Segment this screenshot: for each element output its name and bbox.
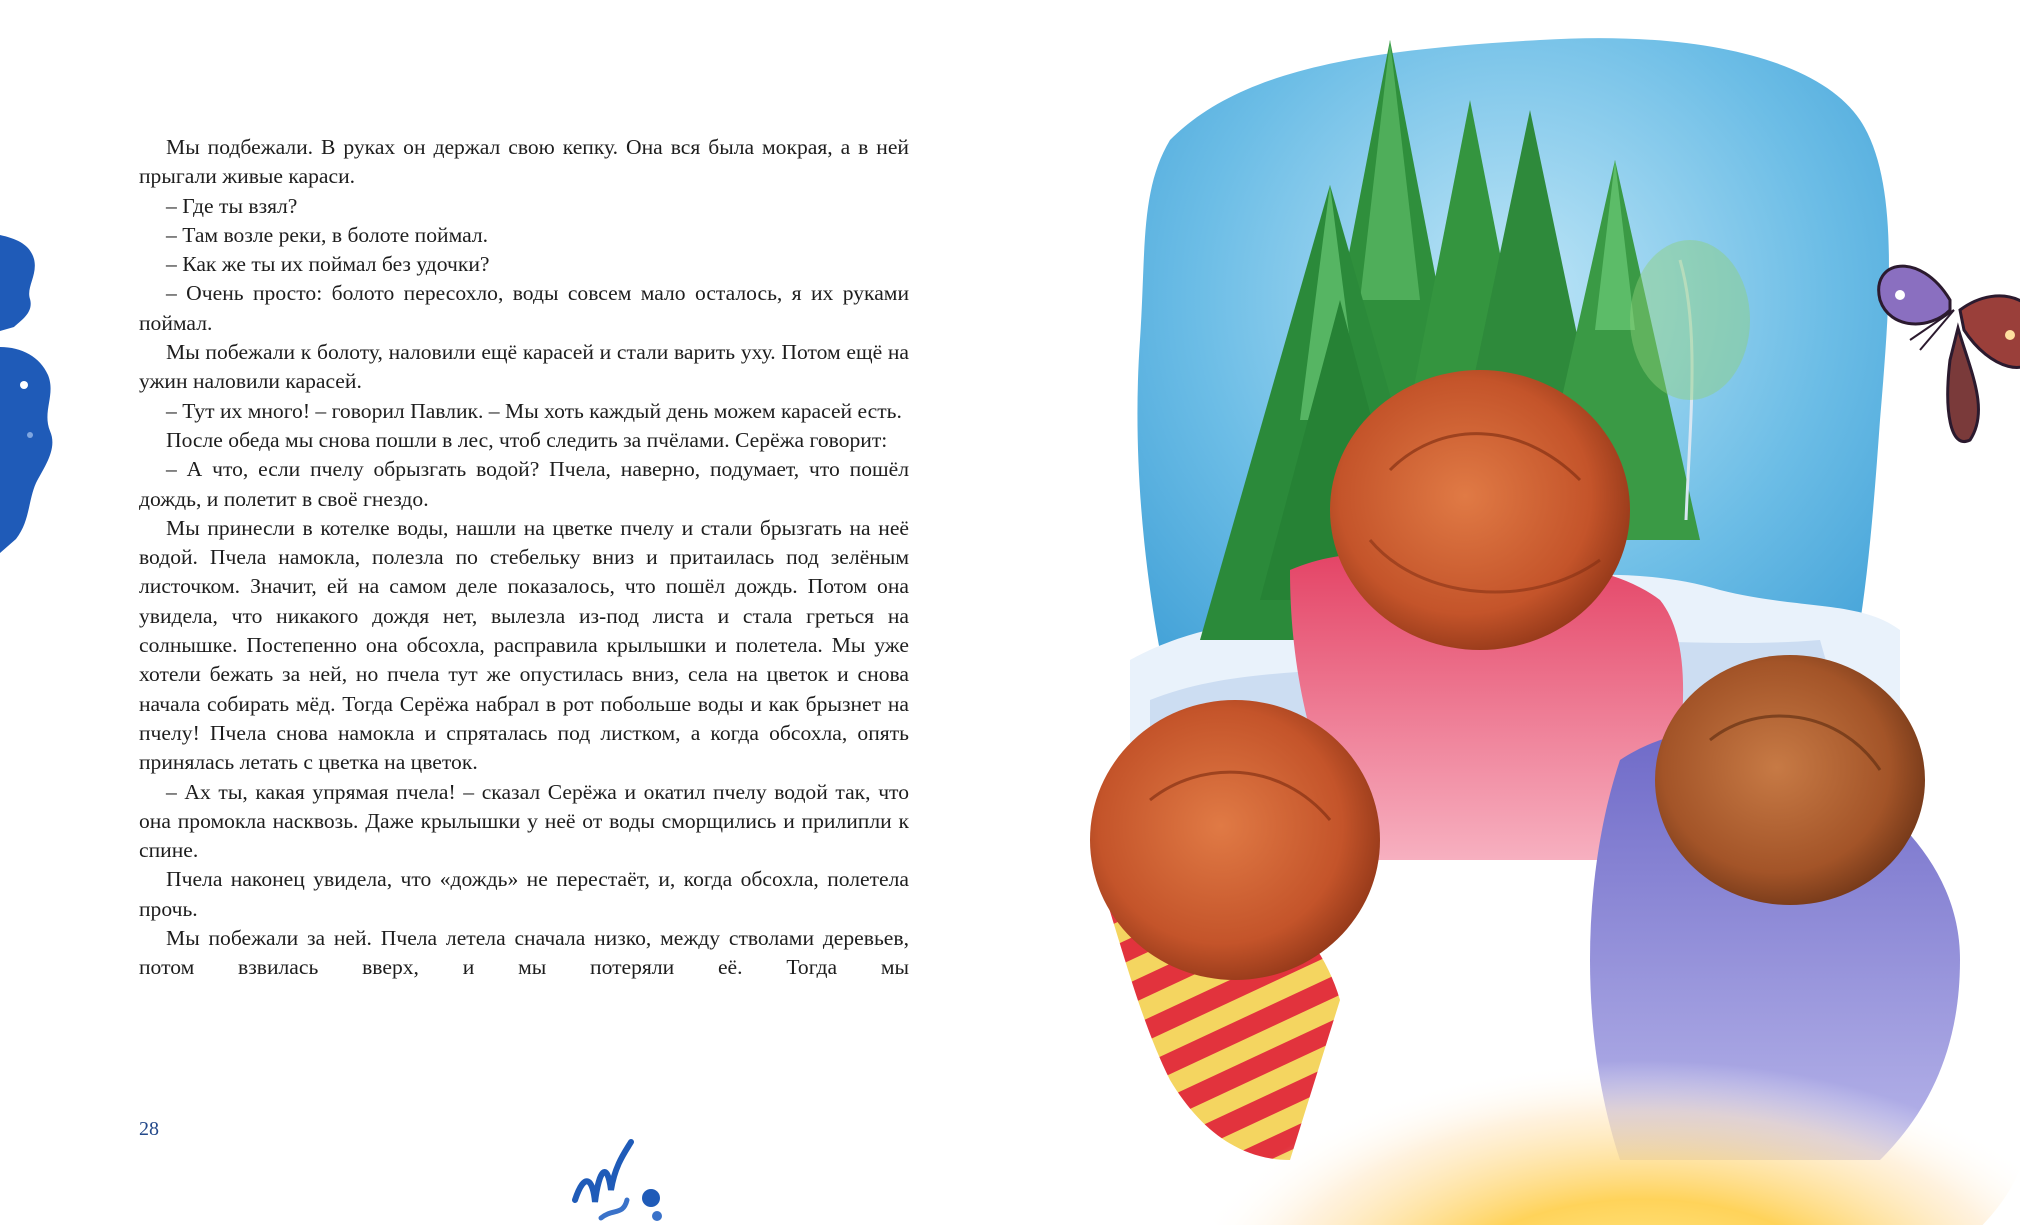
- paragraph: Мы принесли в котелке воды, нашли на цветке пчелу и стали брызгать на неё водой. Пчела намокла, полезла по стебельку вниз и притаилась под зелёным листочком. Значит, ей на самом деле показалось, что пошёл дождь. Потом она увидела, что никакого дождя нет, вылезла из-под листа и стала греться на солнышке. Постепенно она обсохла, расправила крылышки и полетела. Мы уже хотели бежать за ней, но пчела тут же опустилась вниз, села на цветок и снова начала собирать мёд. Тогда Серёжа набрал в рот побольше воды и как брызнет на пчелу! Пчела снова намокла и спряталась под листком, а когда обсохла, опять принялась летать с цветка на цветок.: [139, 515, 909, 775]
- paragraph: После обеда мы снова пошли в лес, чтоб следить за пчёлами. Серёжа говорит:: [166, 427, 888, 452]
- paragraph: – Там возле реки, в болоте поймал.: [166, 222, 489, 247]
- paragraph: Пчела наконец увидела, что «дождь» не перестаёт, и, когда обсохла, полетела прочь.: [139, 867, 909, 921]
- paragraph: Мы подбежали. В руках он держал свою кепку. Она вся была мокрая, а в ней прыгали живые караси.: [139, 135, 909, 189]
- butterfly: [1879, 266, 2020, 441]
- paragraph: – Тут их много! – говорил Павлик. – Мы хоть каждый день можем карасей есть.: [166, 398, 902, 423]
- paragraph: – А что, если пчелу обрызгать водой? Пчела, наверно, подумает, что пошёл дождь, и полетит в своё гнездо.: [139, 457, 909, 511]
- paragraph: – Очень просто: болото пересохло, воды совсем мало осталось, я их руками поймал.: [139, 281, 909, 335]
- page-number: 28: [139, 1118, 159, 1140]
- blue-brush-stroke-decoration: [565, 1130, 675, 1225]
- paragraph: – Как же ты их поймал без удочки?: [166, 252, 490, 277]
- paragraph: – Где ты взял?: [166, 193, 298, 218]
- left-page: [0, 0, 1000, 1225]
- illustration-children-under-trees: [1060, 0, 2020, 1225]
- child-center-hair: [1330, 370, 1630, 650]
- child-left-hair: [1090, 700, 1380, 980]
- paragraph: – Ах ты, какая упрямая пчела! – сказал Серёжа и окатил пчелу водой так, что она промокла насквозь. Даже крылышки у неё от воды сморщились и прилипли к спине.: [139, 779, 909, 863]
- paragraph: Мы побежали к болоту, наловили ещё карасей и стали варить уху. Потом ещё на ужин наловили карасей.: [139, 340, 909, 394]
- blue-paint-blot-decoration: [0, 235, 70, 555]
- child-right-hair: [1655, 655, 1925, 905]
- paragraph: Мы побежали за ней. Пчела летела сначала низко, между стволами деревьев, потом взвилась вверх, и мы потеряли её. Тогда мы: [139, 926, 909, 980]
- story-text: [139, 133, 909, 983]
